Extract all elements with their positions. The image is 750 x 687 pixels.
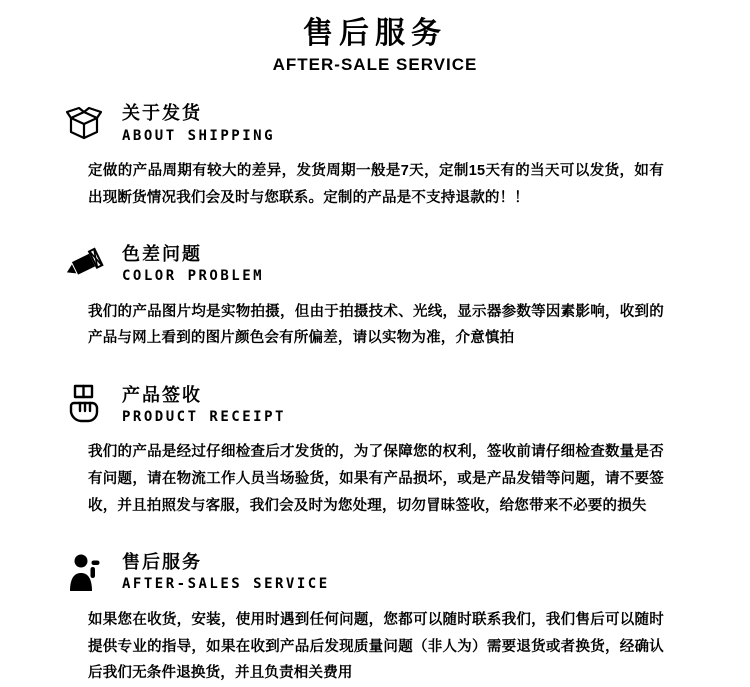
shipping-box-icon: [62, 101, 106, 145]
section-body: 定做的产品周期有较大的差异，发货周期一般是7天，定制15天有的当天可以发货，如有出现断货情况我们会及时与您联系。定制的产品是不支持退款的！！: [88, 163, 664, 206]
section-title-en: ABOUT SHIPPING: [122, 127, 276, 144]
section-titles: [122, 384, 286, 425]
section-header: [62, 382, 750, 426]
person-service-icon: [62, 550, 106, 594]
section-title-cn: 关于发货: [122, 103, 202, 124]
section-title-en: COLOR PROBLEM: [122, 268, 265, 285]
section-body: 我们的产品是经过仔细检查后才发货的，为了保障您的权利，签收前请仔细检查数量是否有问题，请在物流工作人员当场验货，如果有产品损坏，或是产品发错等问题，请不要签收，并且拍照发与客服，我们会及时为您处理，切勿冒昧签收，给您带来不必要的损失: [88, 444, 664, 514]
section-title-en: AFTER-SALES SERVICE: [122, 576, 330, 593]
section-title-cn: 色差问题: [122, 243, 202, 264]
section-header: [62, 550, 750, 594]
section-titles: [122, 102, 275, 143]
section-title-cn: 产品签收: [122, 384, 202, 405]
page-subtitle: AFTER-SALE SERVICE: [272, 55, 478, 74]
section-header: [62, 101, 750, 145]
section-titles: [122, 243, 264, 284]
section-color-problem: [0, 242, 750, 353]
section-title-cn: 售后服务: [122, 551, 202, 572]
section-after-sales-service: [0, 550, 750, 687]
section-title-en: PRODUCT RECEIPT: [122, 408, 286, 425]
section-product-receipt: [0, 382, 750, 519]
hand-receipt-icon: [62, 382, 106, 426]
section-body: 如果您在收货，安装，使用时遇到任何问题，您都可以随时联系我们，我们售后可以随时提供专业的指导，如果在收到产品后发现质量问题（非人为）需要退货或者换货，经确认后我们无条件退换货，并且负责相关费用: [88, 611, 664, 682]
page-title: 售后服务: [303, 17, 447, 50]
color-tube-icon: [62, 242, 106, 286]
section-about-shipping: [0, 101, 750, 212]
section-titles: [122, 551, 330, 592]
page-header: [0, 16, 750, 75]
section-body: 我们的产品图片均是实物拍摄，但由于拍摄技术、光线，显示器参数等因素影响，收到的产品与网上看到的图片颜色会有所偏差，请以实物为准，介意慎拍: [88, 303, 664, 347]
section-header: [62, 242, 750, 286]
